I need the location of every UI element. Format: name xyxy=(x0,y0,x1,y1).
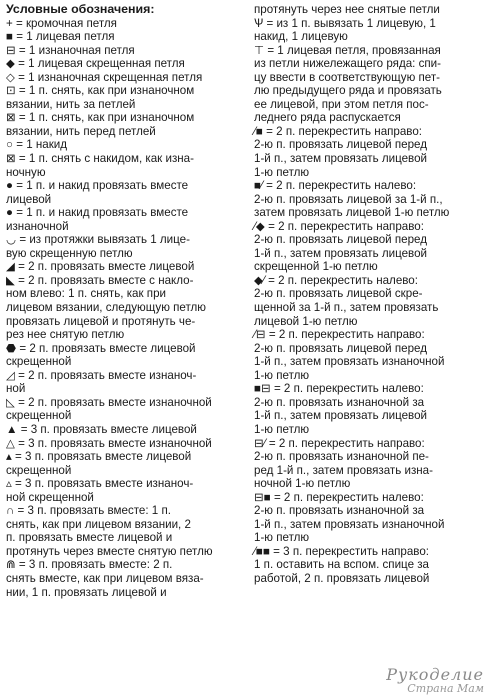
legend-line: 2-ю п. провязать лицевой скре- xyxy=(254,287,423,301)
legend-line: 1 п. оставить на вспом. спице за xyxy=(254,558,429,572)
legend-line: ⊟■ = 2 п. перекрестить налево: xyxy=(254,490,424,504)
legend-right-column xyxy=(254,3,484,586)
legend-left-column xyxy=(6,3,246,599)
legend-line: ⊤ = 1 лицевая петля, провязанная xyxy=(254,43,441,57)
legend-line: ○ = 1 накид xyxy=(6,138,68,152)
legend-line: ◡ = из протяжки вывязать 1 лице- xyxy=(6,233,190,247)
legend-line: ⊟⁄ = 2 п. перекрестить направо: xyxy=(254,436,425,450)
legend-line: 1-й п., затем провязать изнаночной xyxy=(254,355,445,369)
legend-line: 1-ю петлю xyxy=(254,422,310,436)
legend-line: снять вместе, как при лицевом вяза- xyxy=(6,571,204,585)
legend-line: 1-й п., затем провязать лицевой xyxy=(254,152,427,166)
legend-line: скрещенной xyxy=(6,409,72,423)
legend-line: ред 1-й п., затем провязать изна- xyxy=(254,463,433,477)
legend-line: ночную xyxy=(6,165,46,179)
legend-line: из петли нижележащего ряда: спи- xyxy=(254,57,442,71)
legend-line: ⊡ = 1 п. снять, как при изнаночном xyxy=(6,84,195,98)
legend-line: Ѱ = из 1 п. вывязать 1 лицевую, 1 xyxy=(254,16,436,30)
legend-line: ▲ = 3 п. провязать вместе лицевой xyxy=(6,422,197,436)
legend-line: ▵ = 3 п. провязать вместе изнаноч- xyxy=(6,477,194,491)
legend-line: скрещенной xyxy=(6,355,72,369)
legend-line: ◺ = 2 п. провязать вместе изнаночной xyxy=(6,395,212,409)
legend-line: протянуть через нее снятые петли xyxy=(254,3,440,16)
legend-line: 1-й п., затем провязать лицевой xyxy=(254,246,427,260)
legend-line: скрещенной xyxy=(6,463,72,477)
legend-line: лицевом вязании, следующую петлю xyxy=(6,301,206,315)
legend-line: 1-ю петлю xyxy=(254,165,310,179)
watermark-line-1: Рукоделие xyxy=(386,665,484,684)
legend-line: ⬣ = 2 п. провязать вместе лицевой xyxy=(6,341,196,355)
legend-line: ◇ = 1 изнаночная скрещенная петля xyxy=(6,70,203,84)
legend-line: 2-ю п. провязать лицевой перед xyxy=(254,233,428,247)
legend-line: лицевой xyxy=(6,192,52,206)
legend-line: рез нее снятую петлю xyxy=(6,328,125,342)
legend-line: 1-й п., затем провязать изнаночной xyxy=(254,517,445,531)
legend-line: ночной 1-ю петлю xyxy=(254,477,351,491)
legend-line: ной скрещенной xyxy=(6,490,94,504)
legend-line: ■ = 1 лицевая петля xyxy=(6,30,115,44)
legend-line: ■⁄ = 2 п. перекрестить налево: xyxy=(254,179,417,193)
legend-line: △ = 3 п. провязать вместе изнаночной xyxy=(6,436,212,450)
legend-line: ∩ = 3 п. провязать вместе: 1 п. xyxy=(6,504,171,518)
legend-line: лицевой 1-ю петлю xyxy=(254,314,358,328)
legend-heading: Условные обозначения: xyxy=(6,2,155,16)
legend-line: ◆ = 1 лицевая скрещенная петля xyxy=(6,57,185,71)
legend-line: + = кромочная петля xyxy=(6,16,117,30)
legend-line: вязании, нить за петлей xyxy=(6,97,136,111)
legend-line: 2-ю п. провязать лицевой за 1-й п., xyxy=(254,192,443,206)
legend-line: ◆⁄ = 2 п. перекрестить налево: xyxy=(254,273,418,287)
legend-line: ее лицевой, при этом петля пос- xyxy=(254,97,429,111)
legend-line: протянуть через вместе снятую петлю xyxy=(6,544,213,558)
legend-line: ◢ = 2 п. провязать вместе лицевой xyxy=(6,260,195,274)
legend-line: щенной за 1-й п., затем провязать xyxy=(254,301,439,315)
legend-line: ● = 1 п. и накид провязать вместе xyxy=(6,179,189,193)
legend-line: 1-ю петлю xyxy=(254,531,310,545)
legend-line: ⁄⊟ = 2 п. перекрестить направо: xyxy=(254,328,425,342)
watermark-line-2: Страна Мам xyxy=(407,682,484,695)
legend-line: 2-ю п. провязать изнаночной за xyxy=(254,504,425,518)
legend-line: работой, 2 п. провязать лицевой xyxy=(254,571,430,585)
legend-line: 2-ю п. провязать лицевой перед xyxy=(254,341,428,355)
legend-line: цу ввести в соответствующую пет- xyxy=(254,70,441,84)
legend-line: ⋒ = 3 п. провязать вместе: 2 п. xyxy=(6,558,173,572)
legend-line: ной xyxy=(6,382,26,396)
legend-line: нии, 1 п. провязать лицевой и xyxy=(6,585,167,599)
legend-left-lines xyxy=(6,17,246,600)
legend-line: 2-ю п. провязать изнаночной за xyxy=(254,395,425,409)
legend-line: накид, 1 лицевую xyxy=(254,30,348,44)
legend-line: снять, как при лицевом вязании, 2 xyxy=(6,517,191,531)
legend-line: ⊠ = 1 п. снять с накидом, как изна- xyxy=(6,152,194,166)
legend-line: ● = 1 п. и накид провязать вместе xyxy=(6,206,189,220)
legend-line: ▴ = 3 п. провязать вместе лицевой xyxy=(6,450,192,464)
legend-line: лю предыдущего ряда и провязать xyxy=(254,84,442,98)
legend-line: ⁄■■ = 3 п. перекрестить направо: xyxy=(254,544,430,558)
legend-line: ⊠ = 1 п. снять, как при изнаночном xyxy=(6,111,195,125)
legend-line: затем провязать лицевой 1-ю петлю xyxy=(254,206,450,220)
legend-line: п. провязать вместе лицевой и xyxy=(6,531,173,545)
legend-line: вую скрещенную петлю xyxy=(6,246,133,260)
legend-line: ⁄◆ = 2 п. перекрестить направо: xyxy=(254,219,424,233)
legend-line: ■⊟ = 2 п. перекрестить налево: xyxy=(254,382,424,396)
legend-line: ◣ = 2 п. провязать вместе с накло- xyxy=(6,273,194,287)
legend-line: 2-ю п. провязать изнаночной пе- xyxy=(254,450,429,464)
legend-line: ◿ = 2 п. провязать вместе изнаноч- xyxy=(6,368,197,382)
legend-line: ⁄■ = 2 п. перекрестить направо: xyxy=(254,124,423,138)
legend-line: леднего ряда распускается xyxy=(254,111,401,125)
legend-line: 1-ю петлю xyxy=(254,368,310,382)
legend-line: изнаночной xyxy=(6,219,69,233)
site-watermark xyxy=(386,667,484,695)
legend-line: провязать лицевой и протянуть че- xyxy=(6,314,196,328)
legend-right-lines xyxy=(254,3,484,586)
legend-line: 2-ю п. провязать лицевой перед xyxy=(254,138,428,152)
legend-line: скрещенной 1-ю петлю xyxy=(254,260,378,274)
legend-line: ном влево: 1 п. снять, как при xyxy=(6,287,166,301)
legend-line: ⊟ = 1 изнаночная петля xyxy=(6,43,135,57)
legend-line: 1-й п., затем провязать лицевой xyxy=(254,409,427,423)
legend-line: вязании, нить перед петлей xyxy=(6,124,156,138)
